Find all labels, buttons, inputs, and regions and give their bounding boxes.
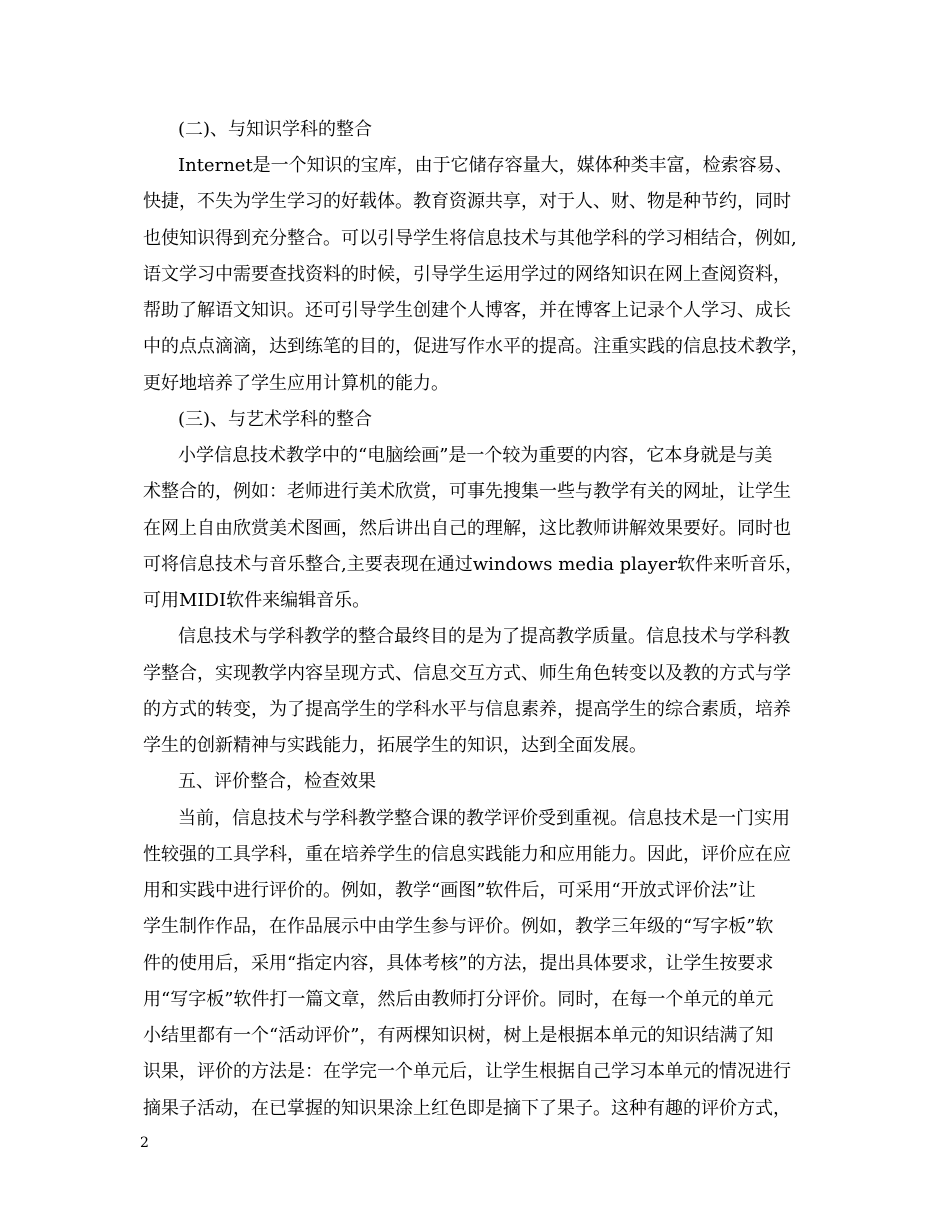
paragraph-line: 更好地培养了学生应用计算机的能力。 bbox=[143, 373, 449, 394]
paragraph-line: 可将信息技术与音乐整合,主要表现在通过windows media player软件来听音乐， bbox=[143, 554, 804, 575]
paragraph-line: 学整合，实现教学内容呈现方式、信息交互方式、师生角色转变以及教的方式与学 bbox=[143, 663, 791, 684]
paragraph-line: 学生的创新精神与实践能力，拓展学生的知识，达到全面发展。 bbox=[143, 735, 647, 756]
paragraph-line: 信息技术与学科教学的整合最终目的是为了提高教学质量。信息技术与学科教 bbox=[178, 626, 790, 647]
paragraph-line: 当前，信息技术与学科教学整合课的教学评价受到重视。信息技术是一门实用 bbox=[178, 808, 790, 829]
heading-art-integration: (三)、与艺术学科的整合 bbox=[178, 409, 373, 430]
paragraph-line: 中的点点滴滴，达到练笔的目的，促进写作水平的提高。注重实践的信息技术教学， bbox=[143, 336, 809, 357]
paragraph-line: 在网上自由欣赏美术图画，然后讲出自己的理解，这比教师讲解效果要好。同时也 bbox=[143, 518, 791, 539]
paragraph-line: 术整合的，例如：老师进行美术欣赏，可事先搜集一些与教学有关的网址，让学生 bbox=[143, 481, 791, 502]
paragraph-line: 用和实践中进行评价的。例如，教学“画图”软件后，可采用“开放式评价法”让 bbox=[143, 880, 756, 901]
paragraph-line: 语文学习中需要查找资料的时候，引导学生运用学过的网络知识在网上查阅资料， bbox=[143, 264, 791, 285]
paragraph-line: 可用MIDI软件来编辑音乐。 bbox=[143, 590, 371, 611]
heading-evaluation-integration: 五、评价整合，检查效果 bbox=[178, 771, 376, 792]
paragraph-line: 学生制作作品，在作品展示中由学生参与评价。例如，教学三年级的“写字板”软 bbox=[143, 916, 774, 937]
page-number: 2 bbox=[140, 1135, 149, 1151]
paragraph-line: 小结里都有一个“活动评价”，有两棵知识树，树上是根据本单元的知识结满了知 bbox=[143, 1025, 774, 1046]
paragraph-line: 用“写字板”软件打一篇文章，然后由教师打分评价。同时，在每一个单元的单元 bbox=[143, 989, 774, 1010]
paragraph-line: 摘果子活动，在已掌握的知识果涂上红色即是摘下了果子。这种有趣的评价方式， bbox=[143, 1098, 791, 1119]
paragraph-line: 小学信息技术教学中的“电脑绘画”是一个较为重要的内容，它本身就是与美 bbox=[178, 445, 773, 466]
paragraph-line: 也使知识得到充分整合。可以引导学生将信息技术与其他学科的学习相结合，例如, bbox=[143, 228, 797, 249]
paragraph-line: 识果，评价的方法是：在学完一个单元后，让学生根据自己学习本单元的情况进行 bbox=[143, 1061, 791, 1082]
paragraph-line: 件的使用后，采用“指定内容，具体考核”的方法，提出具体要求，让学生按要求 bbox=[143, 953, 774, 974]
paragraph-line: 帮助了解语文知识。还可引导学生创建个人博客，并在博客上记录个人学习、成长 bbox=[143, 300, 791, 321]
heading-knowledge-integration: (二)、与知识学科的整合 bbox=[178, 119, 373, 140]
paragraph-line: Internet是一个知识的宝库，由于它储存容量大，媒体种类丰富，检索容易、 bbox=[178, 155, 793, 176]
paragraph-line: 性较强的工具学科，重在培养学生的信息实践能力和应用能力。因此，评价应在应 bbox=[143, 844, 791, 865]
paragraph-line: 的方式的转变，为了提高学生的学科水平与信息素养，提高学生的综合素质，培养 bbox=[143, 699, 791, 720]
paragraph-line: 快捷，不失为学生学习的好载体。教育资源共享，对于人、财、物是种节约，同时 bbox=[143, 191, 791, 212]
